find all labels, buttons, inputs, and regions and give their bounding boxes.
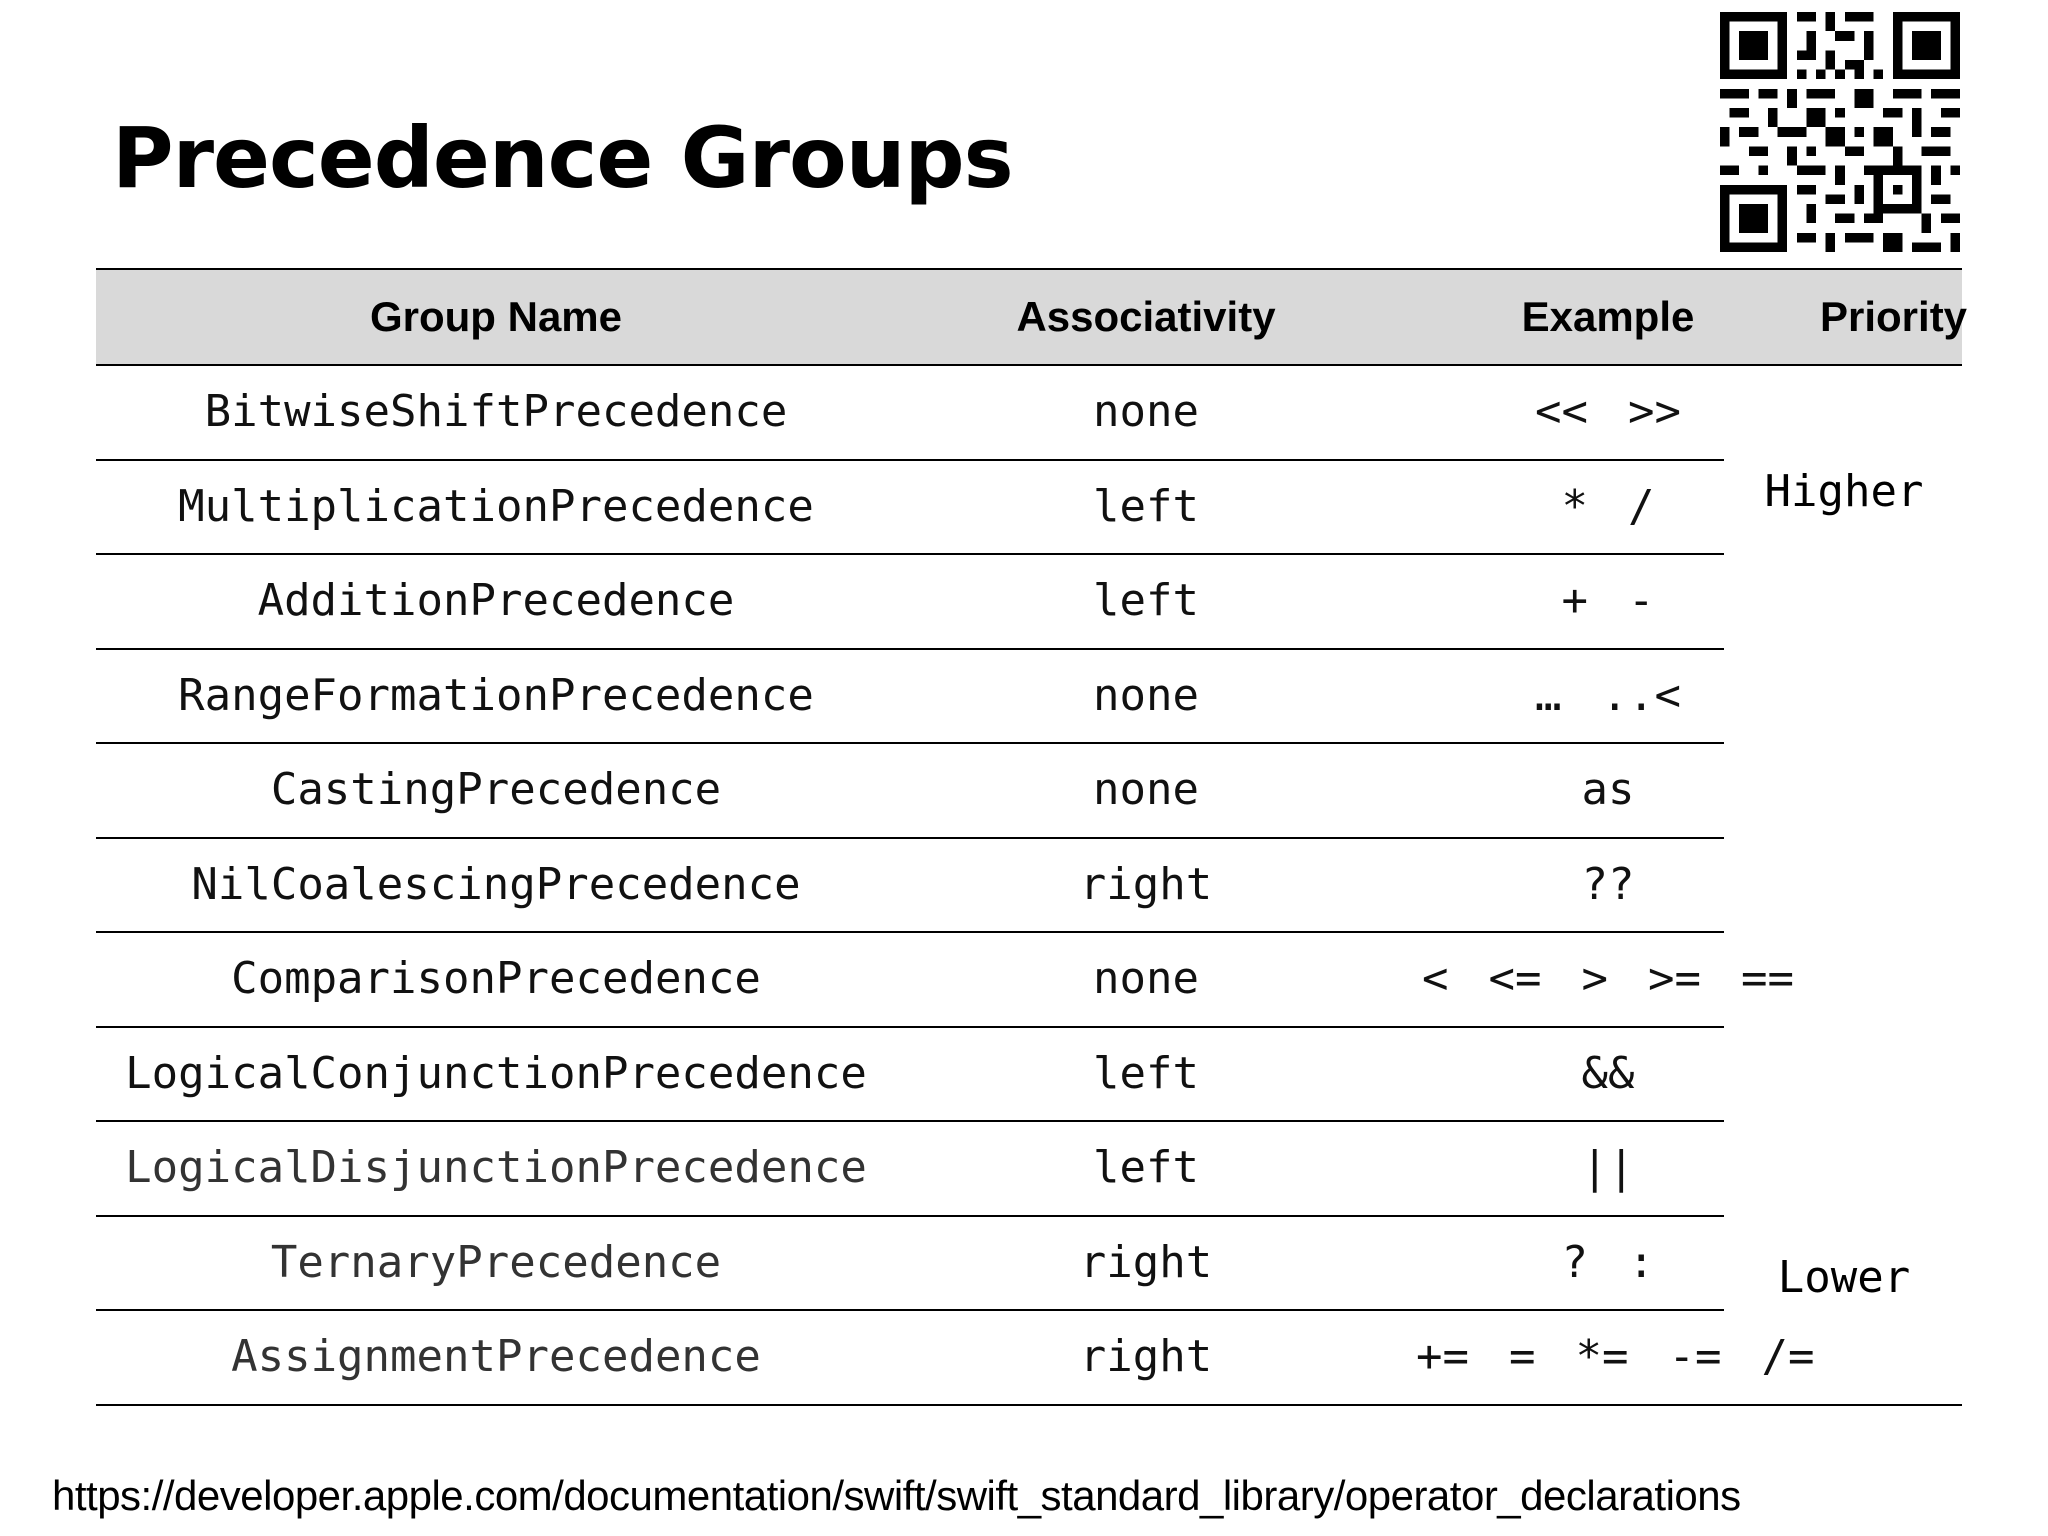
example-operator: *	[1561, 480, 1588, 532]
table-row	[96, 555, 1724, 650]
source-url: https://developer.apple.com/documentation/swift/swift_standard_library/operator_declarations	[52, 1472, 1741, 1519]
associativity-cell: left	[1093, 575, 1199, 626]
example-operator: /=	[1761, 1331, 1815, 1382]
group-name-cell: AdditionPrecedence	[257, 575, 735, 626]
example-cell	[1396, 744, 1820, 837]
table-row	[96, 839, 1724, 934]
associativity-cell: none	[1093, 386, 1199, 437]
example-operator: ?	[1561, 1236, 1588, 1288]
example-operator: …	[1535, 669, 1562, 721]
example-operator: -	[1628, 575, 1655, 626]
header-associativity: Associativity	[1016, 293, 1276, 340]
table-body	[96, 366, 1962, 1406]
example-operator: -=	[1668, 1331, 1722, 1382]
group-name-cell: CastingPrecedence	[270, 764, 722, 815]
associativity-cell: right	[1079, 858, 1213, 910]
group-name-cell: AssignmentPrecedence	[231, 1331, 761, 1382]
group-name-cell: RangeFormationPrecedence	[178, 669, 814, 721]
table-header-row	[96, 268, 1968, 366]
example-operator: *=	[1575, 1331, 1629, 1382]
example-operator: <	[1422, 953, 1449, 1004]
table-row	[96, 1122, 1724, 1217]
table-row	[96, 1028, 1724, 1123]
example-cell	[1396, 933, 1820, 1026]
header-priority: Priority	[1820, 293, 1968, 340]
associativity-cell: right	[1079, 1331, 1213, 1382]
example-operator: >=	[1648, 953, 1701, 1004]
example-operator: ==	[1740, 953, 1794, 1004]
example-operator: as	[1581, 764, 1635, 815]
group-name-cell: TernaryPrecedence	[270, 1236, 722, 1288]
group-name-cell: NilCoalescingPrecedence	[191, 858, 801, 910]
example-operator: /	[1628, 480, 1655, 532]
associativity-cell: none	[1093, 953, 1199, 1004]
qr-code-icon	[1720, 12, 1960, 252]
example-cell	[1396, 1028, 1820, 1121]
table-row	[96, 1311, 1962, 1406]
associativity-cell: none	[1093, 669, 1199, 721]
table-row	[96, 933, 1794, 1028]
group-name-cell: BitwiseShiftPrecedence	[204, 386, 788, 437]
example-operator: +=	[1416, 1331, 1469, 1382]
group-name-cell: LogicalConjunctionPrecedence	[125, 1047, 867, 1099]
associativity-cell: left	[1093, 1047, 1199, 1099]
example-operator: :	[1628, 1236, 1655, 1288]
table-row	[96, 461, 1724, 556]
associativity-cell: right	[1079, 1236, 1213, 1288]
table-row	[96, 366, 1724, 461]
priority-higher-label: Higher	[1764, 466, 1924, 517]
example-operator: <=	[1488, 953, 1542, 1004]
example-operator: >>	[1628, 386, 1681, 437]
example-operator: &&	[1581, 1047, 1635, 1099]
example-operator: ..<	[1601, 669, 1681, 721]
example-operator: >	[1581, 953, 1608, 1004]
page-title: Precedence Groups	[112, 109, 1013, 207]
table-row	[96, 744, 1724, 839]
example-operator: +	[1561, 575, 1588, 626]
group-name-cell: LogicalDisjunctionPrecedence	[125, 1142, 867, 1193]
associativity-cell: none	[1093, 764, 1199, 815]
example-cell	[1396, 1311, 1820, 1404]
group-name-cell: MultiplicationPrecedence	[178, 480, 814, 532]
example-operator: <<	[1535, 386, 1588, 437]
group-name-cell: ComparisonPrecedence	[231, 953, 761, 1004]
example-cell	[1396, 1122, 1820, 1215]
precedence-table	[96, 268, 1968, 1406]
example-operator: ||	[1581, 1142, 1635, 1193]
associativity-cell: left	[1093, 1142, 1199, 1193]
table-row	[96, 650, 1724, 745]
table-row	[96, 1217, 1724, 1312]
priority-lower-label: Lower	[1777, 1252, 1911, 1303]
example-cell	[1396, 366, 1820, 459]
example-operator: ??	[1581, 858, 1635, 910]
example-cell	[1396, 650, 1820, 743]
example-cell	[1396, 839, 1820, 932]
example-cell	[1396, 555, 1820, 648]
example-operator: =	[1508, 1331, 1536, 1382]
header-group-name: Group Name	[369, 293, 623, 340]
header-example: Example	[1521, 293, 1695, 340]
associativity-cell: left	[1093, 480, 1199, 532]
